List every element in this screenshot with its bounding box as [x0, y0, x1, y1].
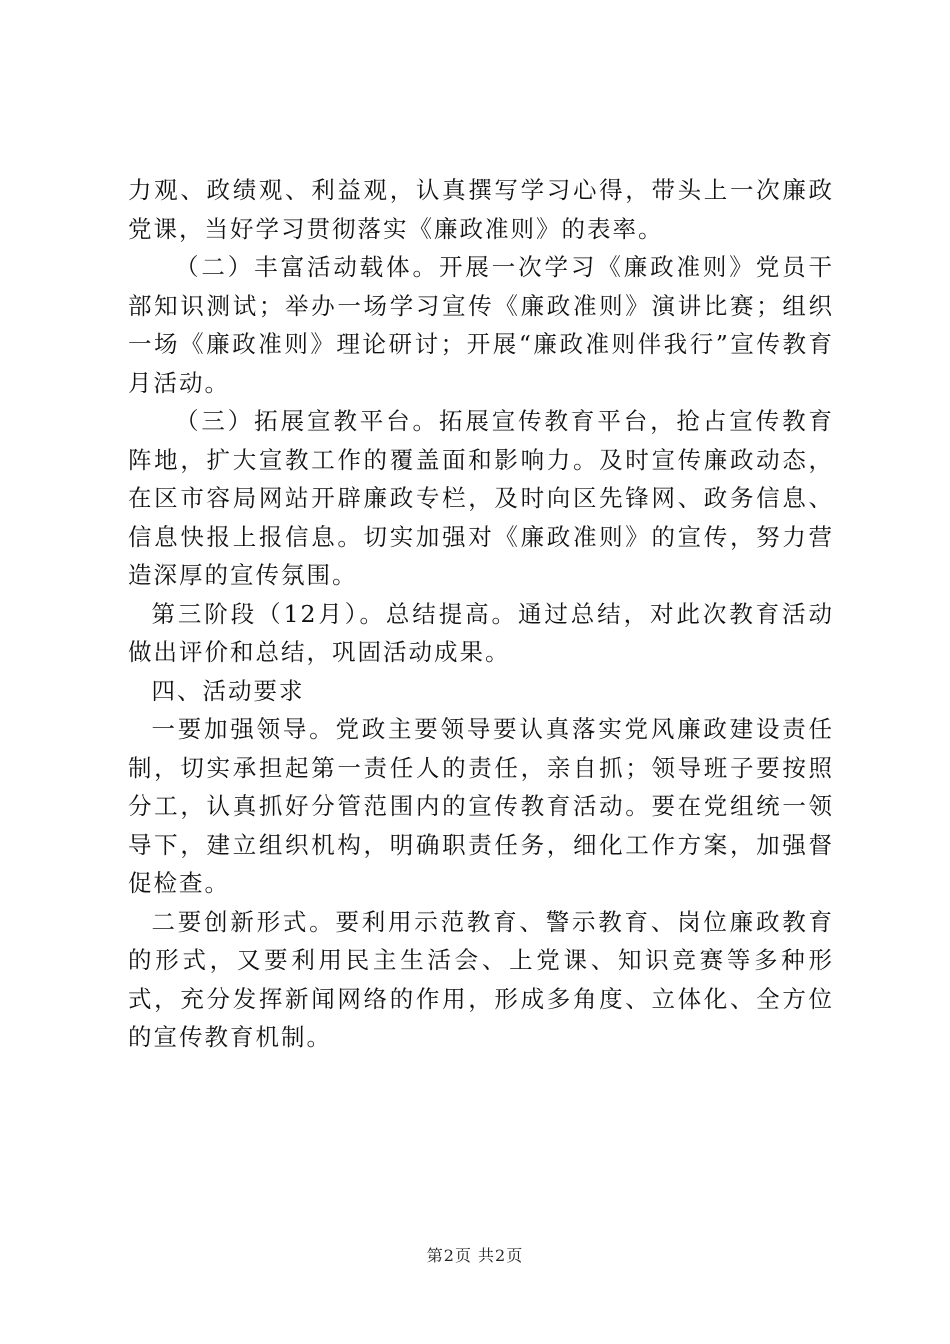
paragraph-requirement-1: 一要加强领导。党政主要领导要认真落实党风廉政建设责任制，切实承担起第一责任人的责任，亲自抓；领导班子要按照分工，认真抓好分管范围内的宣传教育活动。要在党组统一领导下，建立组织机构，明确职责任务，细化工作方案，加强督促检查。: [128, 715, 834, 897]
document-body: [128, 171, 834, 1057]
paragraph-requirement-2: 二要创新形式。要利用示范教育、警示教育、岗位廉政教育的形式，又要利用民主生活会、上党课、知识竞赛等多种形式，充分发挥新闻网络的作用，形成多角度、立体化、全方位的宣传教育机制。: [128, 907, 834, 1051]
heading-activity-requirements: 四、活动要求: [151, 676, 305, 705]
paragraph-section-2: （二）丰富活动载体。开展一次学习《廉政准则》党员干部知识测试；举办一场学习宣传《廉政准则》演讲比赛；组织一场《廉政准则》理论研讨；开展“廉政准则伴我行”宣传教育月活动。: [128, 253, 834, 397]
paragraph-continuation: 力观、政绩观、利益观，认真撰写学习心得，带头上一次廉政党课，当好学习贯彻落实《廉政准则》的表率。: [128, 176, 834, 243]
page-footer: 第2页 共2页: [426, 1246, 524, 1265]
paragraph-section-3: （三）拓展宣教平台。拓展宣传教育平台，抢占宣传教育阵地，扩大宣教工作的覆盖面和影响力。及时宣传廉政动态，在区市容局网站开辟廉政专栏，及时向区先锋网、政务信息、信息快报上报信息。切实加强对《廉政准则》的宣传，努力营造深厚的宣传氛围。: [128, 407, 834, 589]
paragraph-stage-3: 第三阶段（12月）。总结提高。通过总结，对此次教育活动做出评价和总结，巩固活动成果。: [128, 599, 834, 666]
